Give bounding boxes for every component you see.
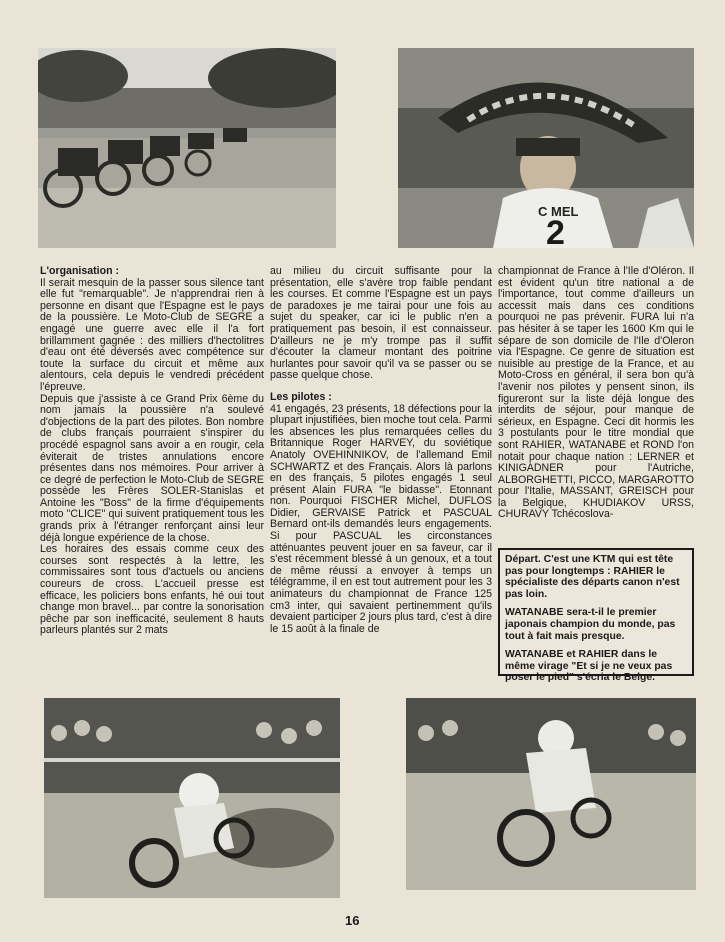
rider-two-photo: [406, 698, 696, 890]
column-continuation: [498, 266, 694, 521]
caption-box: [498, 548, 694, 684]
caption-watanabe: WATANABE sera-t-il le premier japonais champion du monde, pas tout à fait mais presque.: [505, 607, 676, 642]
section-heading-pilotes: Les pilotes :: [270, 390, 332, 403]
rider-umbrella-photo: [398, 48, 694, 248]
section-heading-organisation: L'organisation :: [40, 265, 120, 277]
paragraph: 41 engagés, 23 présents, 18 défections pour la plupart injustifiées, bien moche tout cela. Parmi les absences les plus remarquées celles du Britannique Roger HARVEY, du soviétique Anatoly OVEHINNIKOV, de l'allemand Emil SCHWARTZ et des Français. Alors là parlons en des français, 5 pilotes engagés 1 seul présent Alain FURA "le bidasse". Etonnant non. Pourquoi FISCHER Michel, DUFLOS Didier, GERVAISE Patrick et PASCUAL Bernard ont-ils demandés leurs engagements. Si pour PASCUAL les circonstances atténuantes peuvent jouer en sa faveur, car il s'est récemment blessé à un genoux, et a tout de même réussi a envoyer à temps un télégramme, il en est tout autrement pour les 3 animateurs du championnat de France 125 cm3 inter, qui savaient pertinemment qu'ils devaient participer 2 jours plus tard, c'est à dire le 15 août à la finale de: [270, 402, 492, 635]
page-number: 16: [345, 913, 360, 928]
sponsor-text: C MEL: [538, 204, 579, 219]
start-line-photo: [38, 48, 336, 248]
paragraph: Il serait mesquin de la passer sous silence tant elle fut "remarquable". Je n'apprendrai rien à personne en disant que l'Espagne est le pays de la poussière. Le Moto-Club de SEGRE a engagé une guerre avec elle il l'a fort brillamment gagnée : des milliers d'hectolitres d'eau ont été déversés avec compétence sur toute la surface du circuit et même aux alentours, cela depuis le vendredi précédent l'épreuve.: [40, 276, 264, 393]
paragraph: championnat de France à l'Ile d'Oléron. Il est évident qu'un titre national a de l'importance, tout comme d'ailleurs un accessit mais dans ces conditions pourquoi ne pas prévenir. FURA lui n'a pas hésiter à se taper les 1600 Km qui le sépare de son domicile de l'Ile d'Oleron via l'Espagne. Ce genre de situation est nuisible au prestige de la France, et au Moto-Cross en général, il sera bon qu'à l'avenir nos pilotes y pensent sinon, ils figureront sur la liste déjà longue des interdits de séjour, pour manque de sérieux, en Espagne. Ceci dit hormis les 3 postulants pour le titre mondial que sont RAHIER, WATANABE et ROND l'on notait pour chaque nation : LERNER et KINIGADNER pour l'Autriche, ALBORGHETTI, PICCO, MARGAROTTO pour l'Italie, MASSANT, GREISCH pour la Belgique, KHUDIAKOV URSS, CHURAVY Tchécoslova-: [498, 265, 694, 521]
rider-number: 2: [546, 214, 565, 248]
paragraph: au milieu du circuit suffisante pour la présentation, elle s'avère trop faible pendant les courses. Et comme l'Espagne est un pays de paradoxes je me tairai pour une fois au sujet du speaker, car ici le public n'en a pratiquement pas besoin, il est connaisseur. D'ailleurs ne je m'y trompe pas il suffit d'écouter la clameur montant des poitrine hurlantes pour savoir qu'il va se passer ou se passe quelque chose.: [270, 265, 492, 382]
paragraph: Les horaires des essais comme ceux des courses sont respectés à la lettre, les commissaires sont tous d'actuels ou anciens coureurs de cross. L'accueil presse est efficace, les policiers bons enfants, hé oui tout change mon bravel... par contre la sonorisation pêche par son inefficacité, seulement 8 hauts parleurs plantés sur 2 mats: [40, 543, 264, 637]
column-pilotes: [270, 266, 492, 635]
rider-jump-photo: [44, 698, 340, 898]
column-organisation: [40, 266, 264, 637]
caption-depart: Départ. C'est une KTM qui est tête pas pour longtemps : RAHIER le spécialiste des départs canon n'est pas loin.: [505, 554, 680, 600]
paragraph: Depuis que j'assiste à ce Grand Prix 6ème du nom jamais la poussière n'a soulevé d'objections de la part des pilotes. Bon nombre de clubs français pourraient s'inspirer du procédé espagnol sans avoir a en rougir, cela éviterait de tristes annulations encore présentes dans nos mémoires. Pour arriver à ce degré de perfection le Moto-Club de SEGRE possède les Frères SOLER-Stanislas et Antoine les "Boss" de la firme d'équipements moto "CLICE" qui suivent pratiquement tous les grands prix à l'étranger renforçant ainsi leur déjà longue expérience de la chose.: [40, 392, 264, 544]
caption-virage: WATANABE et RAHIER dans le même virage "Et si je ne veux pas poser le pied" s'écria le Belge.: [505, 649, 673, 684]
